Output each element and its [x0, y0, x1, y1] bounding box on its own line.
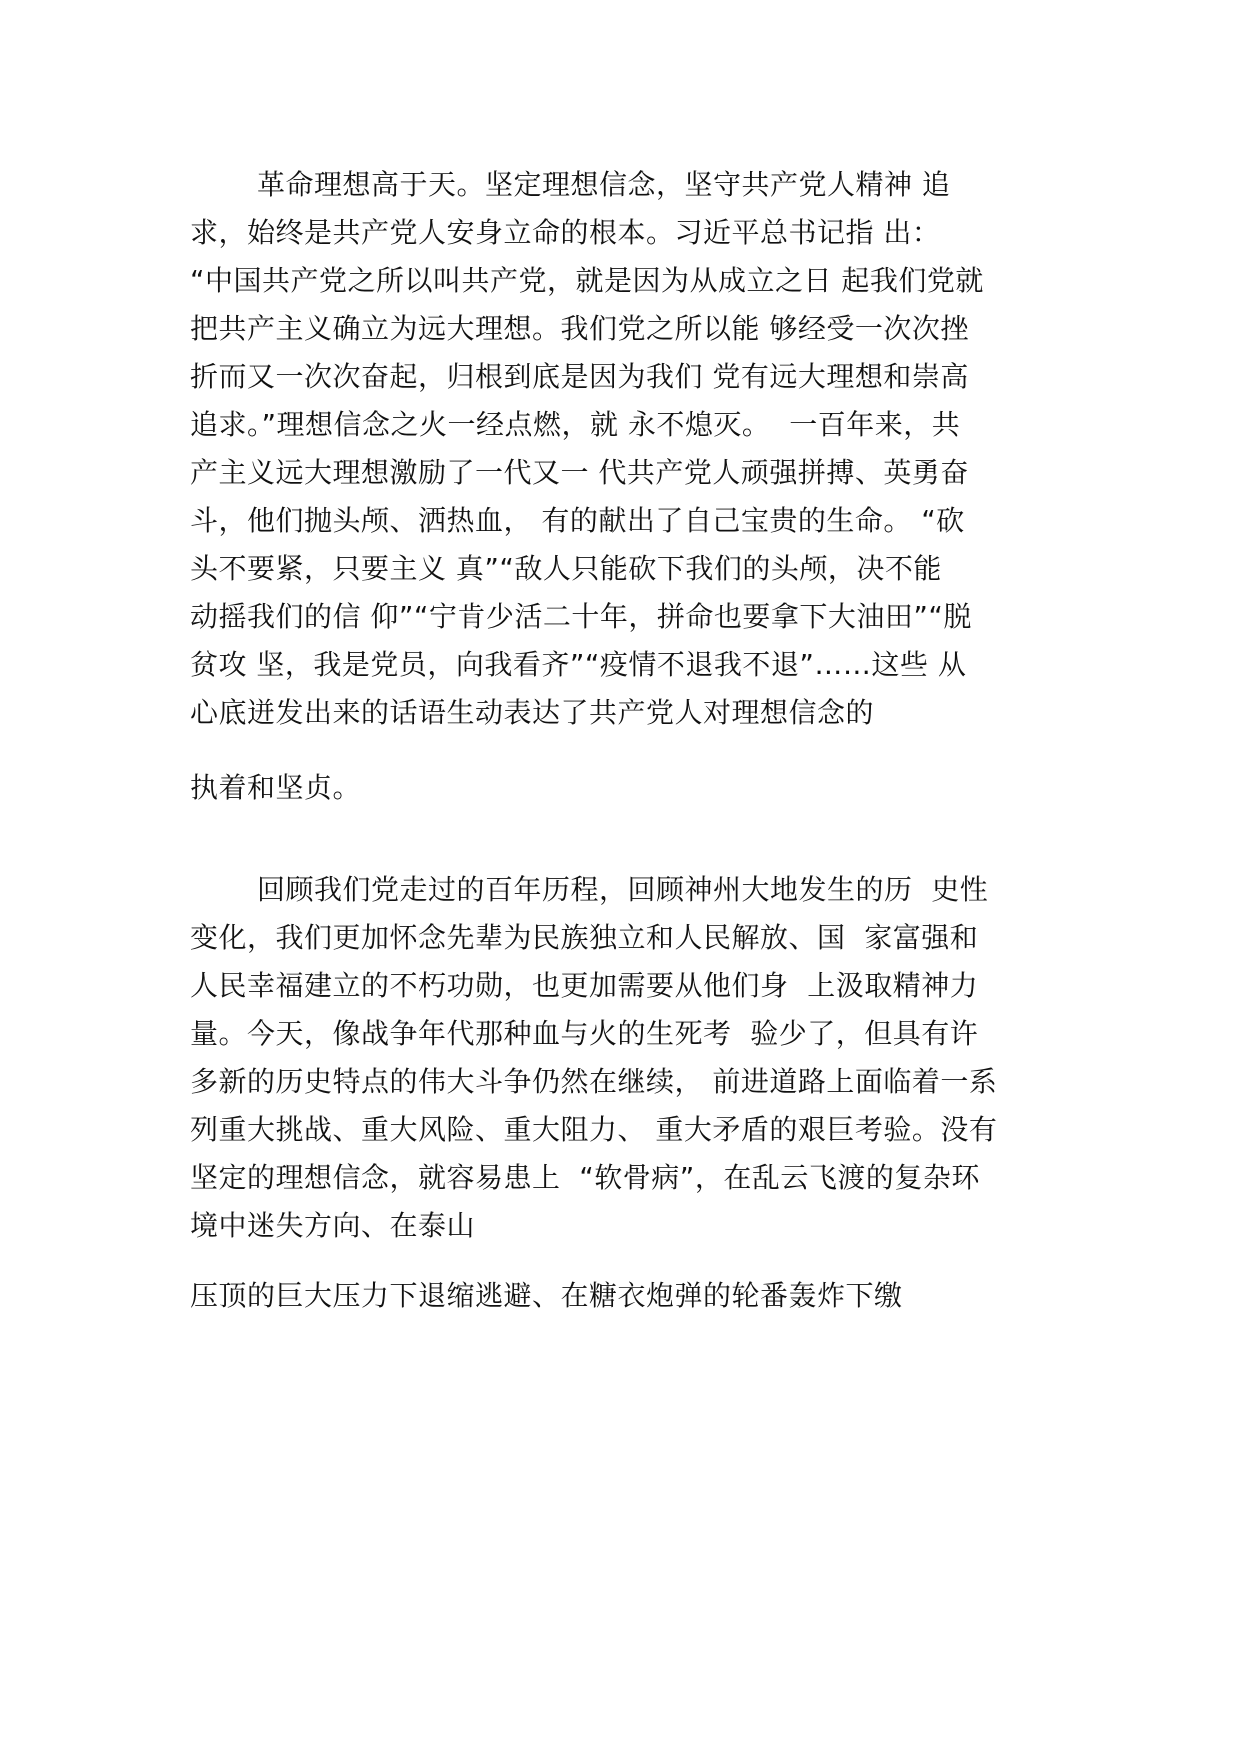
- paragraph-1-tail: 执着和坚贞。: [190, 771, 362, 804]
- paragraph-1-line-7: 产主义远大理想激励了一代又一 代共产党人顽强拼搏、英勇奋: [190, 456, 969, 489]
- paragraph-1-line-10: 动摇我们的信 仰”“宁肯少活二十年，拼命也要拿下大油田”“脱: [190, 600, 972, 633]
- paragraph-1-line-12: 心底迸发出来的话语生动表达了共产党人对理想信念的: [190, 696, 875, 729]
- paragraph-2-line-1: 回顾我们党走过的百年历程，回顾神州大地发生的历 史性: [257, 873, 989, 906]
- paragraph-2-line-3: 人民幸福建立的不朽功勋，也更加需要从他们身 上汲取精神力: [190, 969, 979, 1002]
- paragraph-1-line-6: 追求。”理想信念之火一经点燃，就 永不熄灭。 一百年来，共: [190, 408, 961, 441]
- paragraph-2-line-6: 列重大挑战、重大风险、重大阻力、 重大矛盾的艰巨考验。没有: [190, 1113, 998, 1146]
- paragraph-1-line-9: 头不要紧，只要主义 真”“敌人只能砍下我们的头颅，决不能: [190, 552, 942, 585]
- paragraph-1-line-4: 把共产主义确立为远大理想。我们党之所以能 够经受一次次挫: [190, 312, 969, 345]
- paragraph-1-line-11: 贫攻 坚，我是党员，向我看齐”“疫情不退我不退”……这些 从: [190, 648, 967, 681]
- paragraph-2-line-4: 量。今天，像战争年代那种血与火的生死考 验少了，但具有许: [190, 1017, 979, 1050]
- paragraph-2-line-8: 境中迷失方向、在泰山: [190, 1209, 476, 1242]
- paragraph-1-line-2: 求，始终是共产党人安身立命的根本。习近平总书记指 出：: [190, 216, 941, 249]
- paragraph-1-line-1: 革命理想高于天。坚定理想信念，坚守共产党人精神 追: [257, 168, 951, 201]
- paragraph-1-line-8: 斗，他们抛头颅、洒热血， 有的献出了自己宝贵的生命。 “砍: [190, 504, 965, 537]
- paragraph-1-line-3: “中国共产党之所以叫共产党，就是因为从成立之日 起我们党就: [190, 264, 984, 297]
- paragraph-1-line-5: 折而又一次次奋起，归根到底是因为我们 党有远大理想和崇高: [190, 360, 969, 393]
- paragraph-2-line-7: 坚定的理想信念，就容易患上 “软骨病”，在乱云飞渡的复杂环: [190, 1161, 980, 1194]
- paragraph-2-line-2: 变化，我们更加怀念先辈为民族独立和人民解放、国 家富强和: [190, 921, 979, 954]
- paragraph-2-line-5: 多新的历史特点的伟大斗争仍然在继续， 前进道路上面临着一系: [190, 1065, 998, 1098]
- paragraph-2-tail: 压顶的巨大压力下退缩逃避、在糖衣炮弹的轮番轰炸下缴: [190, 1279, 903, 1312]
